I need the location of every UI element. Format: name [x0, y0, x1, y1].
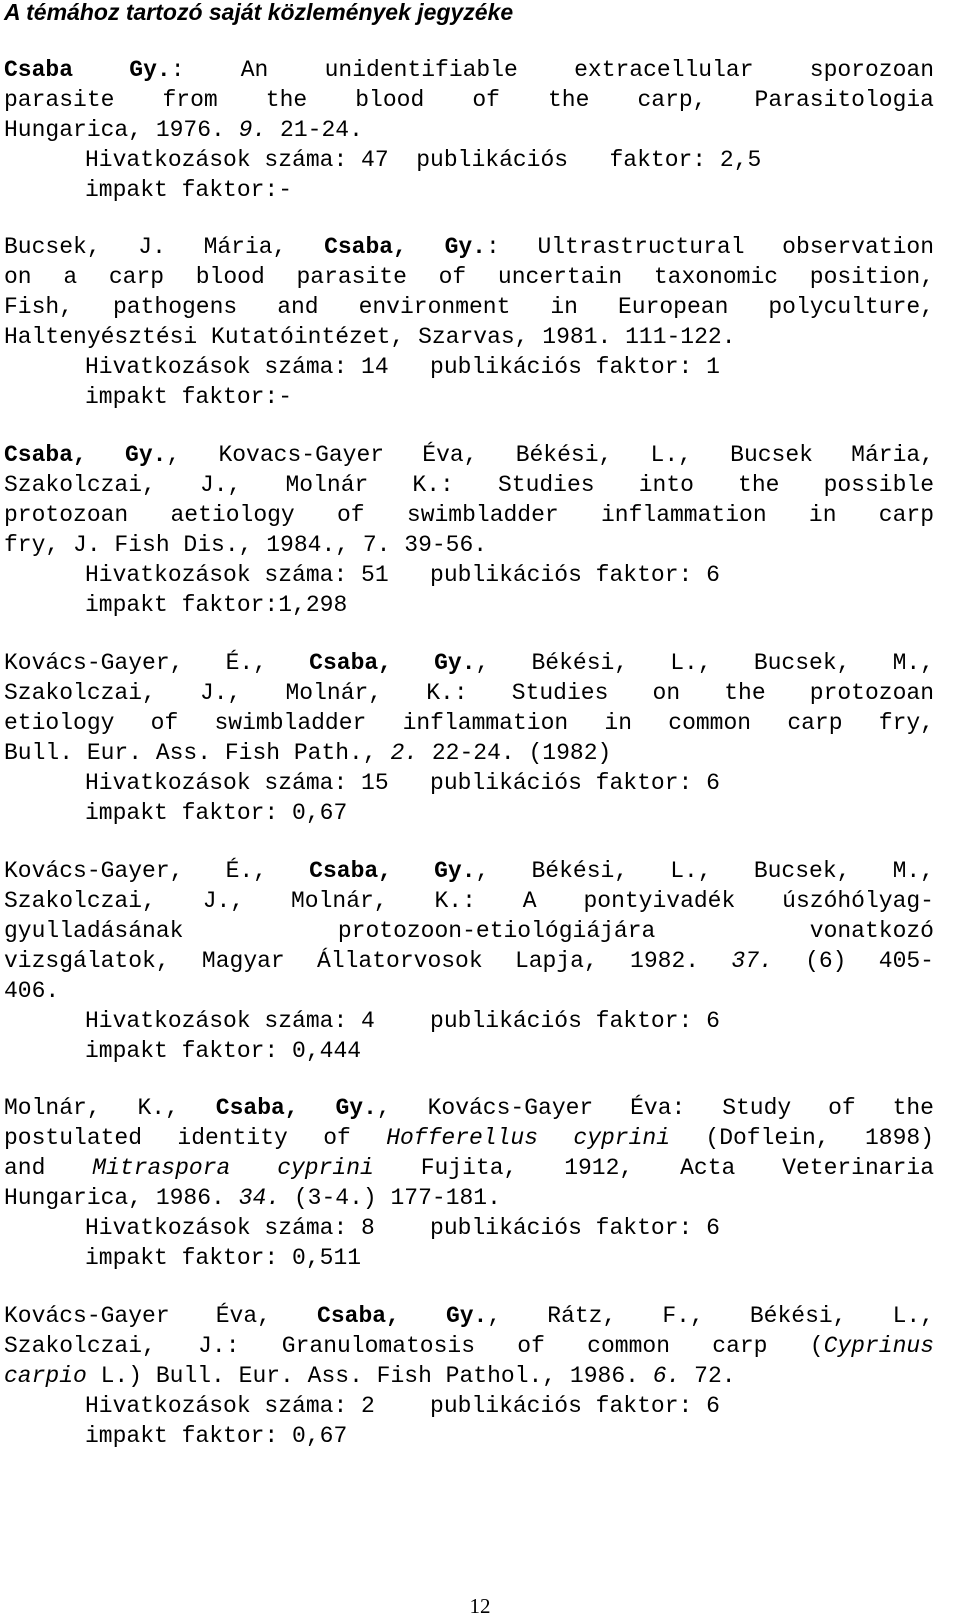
citation-text: 21-24.: [266, 117, 363, 143]
citation-line: [4, 1301, 934, 1331]
citation-count-line: Hivatkozások száma: 47 publikációs faktor: 2,5: [85, 147, 762, 173]
citation-text: (3-4.) 177-181.: [280, 1185, 501, 1211]
citation-line: [4, 262, 934, 292]
citation-text: , Rátz, F., Békési, L.,: [487, 1303, 934, 1329]
italic-text: Mitraspora cyprini: [92, 1155, 374, 1181]
publication-entry: [4, 1301, 934, 1451]
citation-line: [4, 470, 934, 500]
citation-line: [4, 1093, 934, 1123]
citation-line: [4, 708, 934, 738]
impact-factor-line: impakt faktor: 0,511: [85, 1245, 362, 1271]
citation-line: [4, 946, 934, 976]
citation-line: [4, 1183, 934, 1213]
citation-line: [4, 1361, 934, 1391]
citation-text: 406.: [4, 978, 60, 1004]
publication-entry: [4, 55, 934, 205]
italic-text: 6.: [652, 1363, 681, 1389]
italic-text: 34.: [238, 1185, 281, 1211]
citation-text: protozoan aetiology of swimbladder inflammation in carp: [4, 502, 934, 528]
author-highlight: Csaba Gy.: [4, 57, 171, 83]
citation-line: [4, 500, 934, 530]
publication-entry: [4, 1093, 934, 1273]
citation-text: Haltenyésztési Kutatóintézet, Szarvas, 1981. 111-122.: [4, 324, 736, 350]
citation-line: [4, 85, 934, 115]
citation-count-line: Hivatkozások száma: 8 publikációs faktor: 6: [85, 1215, 720, 1241]
publication-entry: [4, 648, 934, 828]
citation-text: gyulladásának protozoon-etiológiájára vonatkozó: [4, 918, 934, 944]
citation-text: 72.: [680, 1363, 736, 1389]
citation-text: vizsgálatok, Magyar Állatorvosok Lapja, 1982.: [4, 948, 732, 974]
publication-entry: [4, 856, 934, 1066]
publication-entry: [4, 440, 934, 620]
italic-text: Cyprinus: [823, 1333, 934, 1359]
citation-text: (Doflein, 1898): [670, 1125, 935, 1151]
citation-line: [4, 886, 934, 916]
author-highlight: Csaba, Gy.: [317, 1303, 488, 1329]
citation-line: [4, 916, 934, 946]
citation-text: , Kovacs-Gayer Éva, Békési, L., Bucsek Mária,: [166, 442, 934, 468]
author-highlight: Csaba, Gy.: [4, 442, 167, 468]
citation-count-line: Hivatkozások száma: 2 publikációs faktor: 6: [85, 1393, 720, 1419]
citation-text: Fujita, 1912, Acta Veterinaria: [373, 1155, 934, 1181]
citation-line: [4, 440, 934, 470]
impact-factor-line: impakt faktor: 0,67: [85, 800, 348, 826]
citation-text: Molnár, K.,: [4, 1095, 216, 1121]
citation-text: Kovács-Gayer, É.,: [4, 650, 310, 676]
citation-text: Kovács-Gayer, É.,: [4, 858, 310, 884]
citation-text: Szakolczai, J., Molnár, K.: Studies on the protozoan: [4, 680, 934, 706]
citation-text: L.) Bull. Eur. Ass. Fish Pathol., 1986.: [86, 1363, 653, 1389]
citation-text: , Békési, L., Bucsek, M.,: [475, 650, 934, 676]
impact-factor-line: impakt faktor: 0,444: [85, 1038, 362, 1064]
citation-line: [4, 856, 934, 886]
citation-text: , Kovács-Gayer Éva: Study of the: [376, 1095, 934, 1121]
citation-line: [4, 1331, 934, 1361]
citation-line: [4, 1153, 934, 1183]
citation-text: Hungarica, 1976.: [4, 117, 239, 143]
citation-line: [4, 232, 934, 262]
citation-text: Bucsek, J. Mária,: [4, 234, 325, 260]
citation-text: Szakolczai, J., Molnár, K.: A pontyivadék úszóhólyag-: [4, 888, 934, 914]
citation-line: [4, 648, 934, 678]
citation-line: [4, 292, 934, 322]
citation-text: Hungarica, 1986.: [4, 1185, 239, 1211]
citation-line: [4, 976, 934, 1006]
citation-text: on a carp blood parasite of uncertain taxonomic position,: [4, 264, 934, 290]
author-highlight: Csaba, Gy.: [309, 650, 476, 676]
citation-count-line: Hivatkozások száma: 14 publikációs faktor: 1: [85, 354, 720, 380]
citation-count-line: Hivatkozások száma: 15 publikációs faktor: 6: [85, 770, 720, 796]
citation-text: Fish, pathogens and environment in European polyculture,: [4, 294, 934, 320]
citation-text: (6) 405-: [772, 948, 934, 974]
citation-line: [4, 530, 934, 560]
publication-entry: [4, 232, 934, 412]
citation-count-line: Hivatkozások száma: 4 publikációs faktor: 6: [85, 1008, 720, 1034]
italic-text: 9.: [238, 117, 267, 143]
citation-text: postulated identity of: [4, 1125, 387, 1151]
citation-line: [4, 1123, 934, 1153]
author-highlight: Csaba, Gy.: [215, 1095, 377, 1121]
citation-text: Kovács-Gayer Éva,: [4, 1303, 318, 1329]
citation-text: Szakolczai, J.: Granulomatosis of common carp (: [4, 1333, 824, 1359]
citation-text: Szakolczai, J., Molnár K.: Studies into the possible: [4, 472, 934, 498]
author-highlight: Csaba, Gy.: [309, 858, 476, 884]
citation-text: 22-24. (1982): [418, 740, 612, 766]
citation-line: [4, 322, 934, 352]
page-number: 12: [469, 1594, 491, 1618]
italic-text: 2.: [390, 740, 419, 766]
citation-text: parasite from the blood of the carp, Parasitologia: [4, 87, 934, 113]
citation-text: Bull. Eur. Ass. Fish Path.,: [4, 740, 391, 766]
impact-factor-line: impakt faktor:-: [85, 384, 293, 410]
citation-text: etiology of swimbladder inflammation in common carp fry,: [4, 710, 934, 736]
citation-text: : Ultrastructural observation: [485, 234, 934, 260]
citation-text: and: [4, 1155, 93, 1181]
impact-factor-line: impakt faktor:-: [85, 177, 293, 203]
italic-text: 37.: [731, 948, 773, 974]
impact-factor-line: impakt faktor: 0,67: [85, 1423, 348, 1449]
citation-line: [4, 115, 934, 145]
italic-text: Hofferellus cyprini: [386, 1125, 671, 1151]
section-heading: A témához tartozó saját közlemények jegyzéke: [4, 0, 514, 25]
citation-text: : An unidentifiable extracellular sporozoan: [170, 57, 934, 83]
italic-text: carpio: [4, 1363, 87, 1389]
citation-count-line: Hivatkozások száma: 51 publikációs faktor: 6: [85, 562, 720, 588]
impact-factor-line: impakt faktor:1,298: [85, 592, 348, 618]
citation-line: [4, 55, 934, 85]
citation-line: [4, 738, 934, 768]
citation-text: , Békési, L., Bucsek, M.,: [475, 858, 934, 884]
citation-text: fry, J. Fish Dis., 1984., 7. 39-56.: [4, 532, 488, 558]
author-highlight: Csaba, Gy.: [324, 234, 486, 260]
citation-line: [4, 678, 934, 708]
